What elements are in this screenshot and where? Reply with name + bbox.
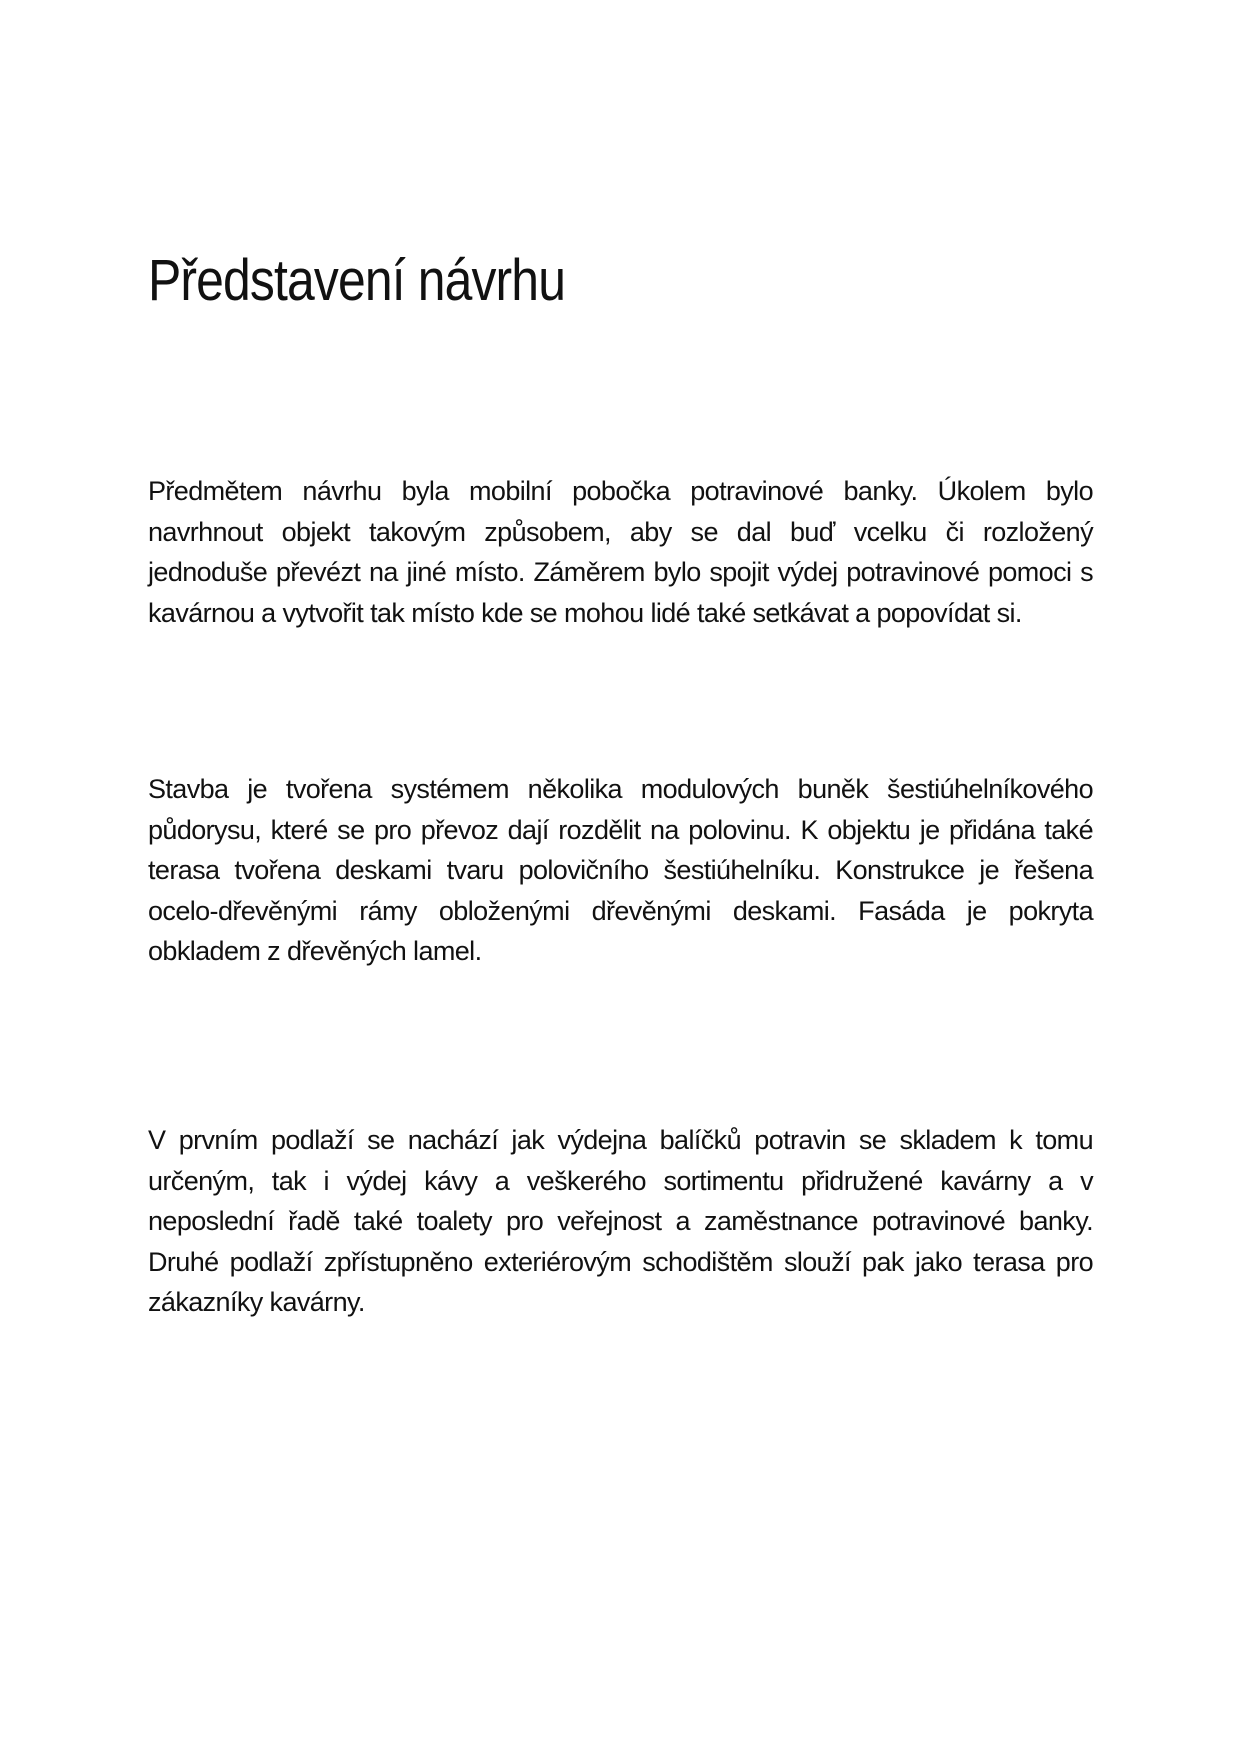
page-title: Představení návrhu [148,248,566,313]
paragraph-intro: Předmětem návrhu byla mobilní pobočka potravinové banky. Úkolem bylo navrhnout objekt takovým způsobem, aby se dal buď vcelku či rozložený jednoduše převézt na jiné místo. Záměrem bylo spojit výdej potravinové pomoci s kavárnou a vytvořit tak místo kde se mohou lidé také setkávat a popovídat si. [148,476,1093,628]
paragraph-construction: Stavba je tvořena systémem několika modulových buněk šestiúhelníkového půdorysu, které se pro převoz dají rozdělit na polovinu. K objektu je přidána také terasa tvořena deskami tvaru polovičního šestiúhelníku. Konstrukce je řešena ocelo-dřevěnými rámy obloženými dřevěnými deskami. Fasáda je pokryta obkladem z dřevěných lamel. [148,774,1093,966]
paragraph-floors: V prvním podlaží se nachází jak výdejna balíčků potravin se skladem k tomu určeným, tak i výdej kávy a veškerého sortimentu přidružené kavárny a v neposlední řadě také toalety pro veřejnost a zaměstnance potravinové banky. Druhé podlaží zpřístupněno exteriérovým schodištěm slouží pak jako terasa pro zákazníky kavárny. [148,1125,1093,1317]
